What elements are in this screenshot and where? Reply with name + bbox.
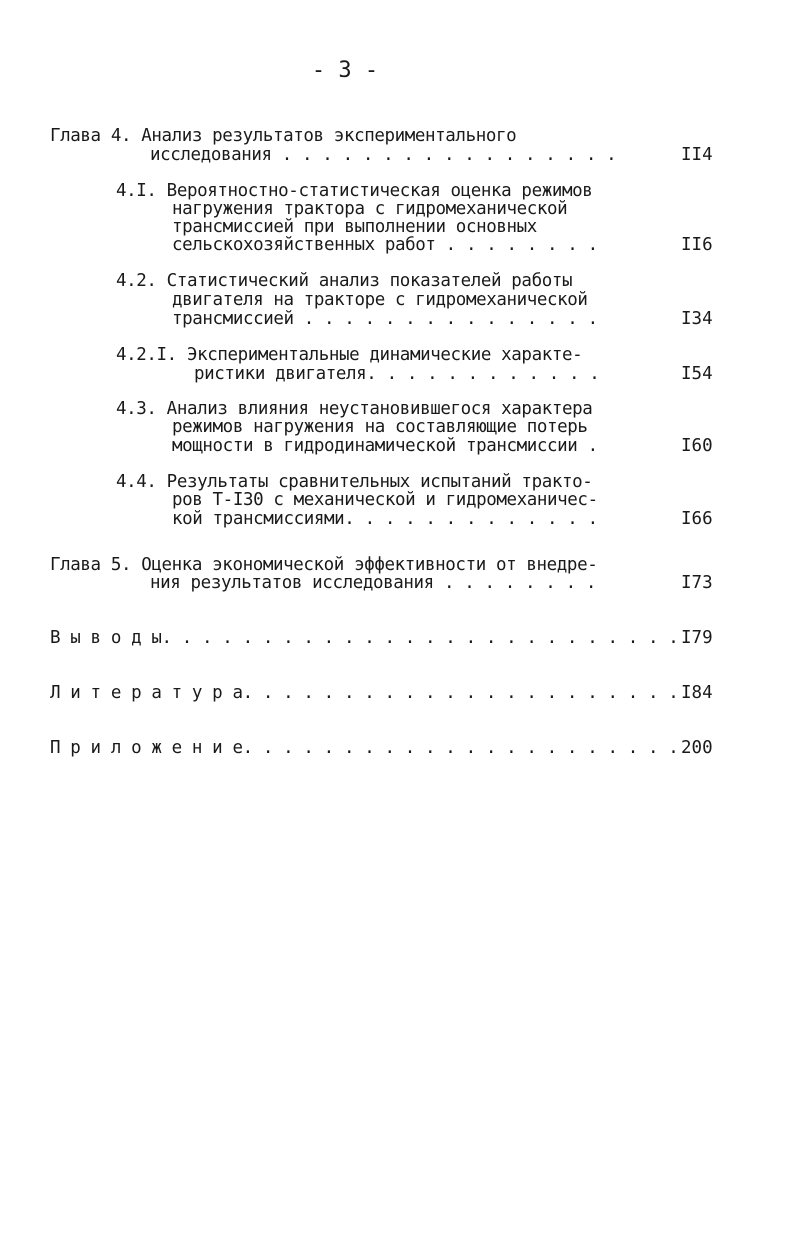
toc-page-number: I34 bbox=[681, 309, 713, 329]
toc-entry-line: сельскохозяйственных работ . . . . . . . . bbox=[172, 235, 598, 255]
toc-entry-line: ния результатов исследования . . . . . . . . bbox=[150, 573, 596, 593]
toc-entry-line: 4.4. Результаты сравнительных испытаний тракто- bbox=[116, 472, 593, 492]
toc-page-number: I60 bbox=[681, 436, 713, 456]
toc-entry-line: 4.2. Статистический анализ показателей работы bbox=[116, 271, 573, 291]
toc-entry-line: нагружения трактора с гидромеханической bbox=[172, 199, 568, 219]
toc-page-number: I79 bbox=[681, 628, 713, 648]
page-number: - 3 - bbox=[311, 58, 379, 83]
toc-entry-line: 4.3. Анализ влияния неустановившегося характера bbox=[116, 399, 593, 419]
toc-entry-line: двигателя на тракторе с гидромеханической bbox=[172, 290, 588, 310]
toc-entry-line: ристики двигателя. . . . . . . . . . . . bbox=[194, 364, 600, 384]
toc-entry-line: В ы в о д ы. . . . . . . . . . . . . . . . . . . . . . . . . . bbox=[50, 628, 679, 648]
toc-page-number: I73 bbox=[681, 573, 713, 593]
toc-entry-line: Глава 4. Анализ результатов экспериментального bbox=[50, 126, 517, 146]
toc-page-number: I84 bbox=[681, 683, 713, 703]
toc-entry-line: ров Т-I30 с механической и гидромеханичес- bbox=[172, 490, 598, 510]
toc-page-number: I54 bbox=[681, 364, 713, 384]
toc-entry-line: кой трансмиссиями. . . . . . . . . . . . . bbox=[172, 509, 598, 529]
toc-entry-line: П р и л о ж е н и е. . . . . . . . . . . . . . . . . . . . . . bbox=[50, 738, 679, 758]
toc-entry-line: Л и т е р а т у р а. . . . . . . . . . . . . . . . . . . . . . bbox=[50, 683, 679, 703]
toc-page-number: II6 bbox=[681, 235, 713, 255]
toc-page-number: 200 bbox=[681, 738, 713, 758]
toc-page-number: I66 bbox=[681, 509, 713, 529]
toc-entry-line: Глава 5. Оценка экономической эффективности от внедре- bbox=[50, 555, 598, 575]
toc-entry-line: трансмиссией при выполнении основных bbox=[172, 217, 537, 237]
toc-entry-line: 4.I. Вероятностно-статистическая оценка режимов bbox=[116, 181, 593, 201]
toc-entry-line: мощности в гидродинамической трансмиссии . bbox=[172, 436, 598, 456]
toc-entry-line: режимов нагружения на составляющие потерь bbox=[172, 417, 588, 437]
toc-entry-line: исследования . . . . . . . . . . . . . . . . . bbox=[150, 145, 617, 165]
toc-entry-line: 4.2.I. Экспериментальные динамические характе- bbox=[116, 345, 583, 365]
toc-page-number: II4 bbox=[681, 145, 713, 165]
toc-entry-line: трансмиссией . . . . . . . . . . . . . . . bbox=[172, 309, 598, 329]
